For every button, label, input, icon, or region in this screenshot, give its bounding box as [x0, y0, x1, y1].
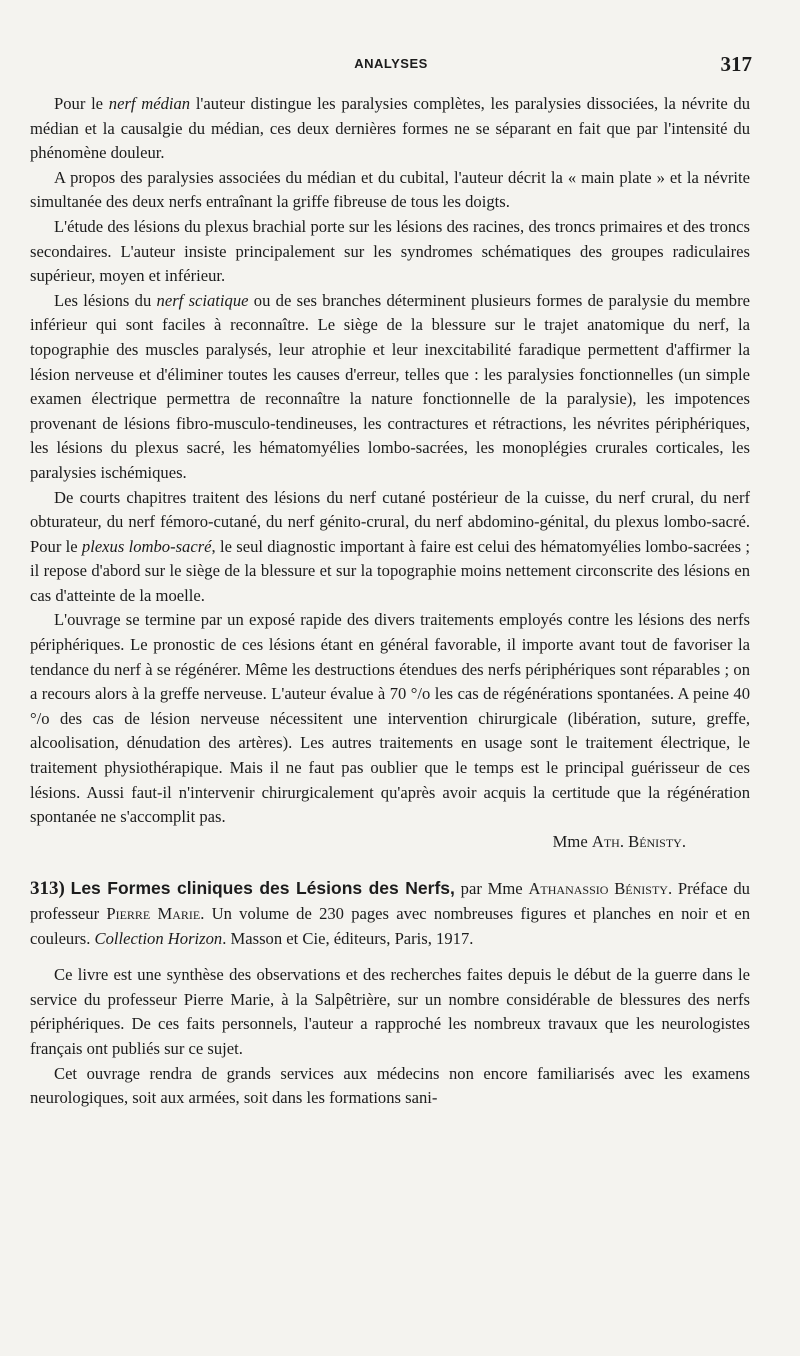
- entry-number: 313): [30, 878, 65, 900]
- entry-author: Athanassio Bénisty: [528, 879, 668, 899]
- page-number: 317: [720, 52, 752, 76]
- paragraph-median: Pour le nerf médian l'auteur distingue les paralysies complètes, les paralysies dissociées, la névrite du médian et la causalgie du médian, ces deux dernières formes ne se séparant en fait que par l'intensité du phénomène douleur.: [30, 94, 750, 163]
- running-title: ANALYSES: [354, 56, 428, 71]
- review-entry-heading: 313) Les Formes cliniques des Lésions des Nerfs, par Mme Athanassio Bénisty. Préface du professeur Pierre Marie. Un volume de 230 pages avec nombreuses figures et planches en noir et en couleurs. Collection Horizon. Masson et Cie, éditeurs, Paris, 1917.: [30, 878, 750, 948]
- paragraph-sciatique: Les lésions du nerf sciatique ou de ses branches déterminent plusieurs formes de paralysie du membre inférieur qui sont faciles à reconnaître. Le siège de la blessure sur le trajet anatomique du nerf, la topographie des muscles paralysés, leur atrophie et leur inexcitabilité faradique permettent d'affirmer la lésion nerveuse et d'éliminer toutes les causes d'erreur, telles que : les paralysies fonctionnelles (un simple examen électrique permettra de reconnaître la nature fonctionnelle de la paralysie), les impotences provenant de lésions fibro-musculo-tendineuses, les contractures et rétractions, les névrites périphériques, les lésions du plexus sacré, les hématomyélies lombo-sacrées, les monoplégies crurales corticales, les paralysies ischémiques.: [30, 290, 750, 482]
- paragraph-courts-chapitres: De courts chapitres traitent des lésions du nerf cutané postérieur de la cuisse, du nerf crural, du nerf obturateur, du nerf fémoro-cutané, du nerf génito-crural, du nerf abdomino-génital, du plexus lombo-sacré. Pour le plexus lombo-sacré, le seul diagnostic important à faire est celui des hématomyélies lombo-sacrées ; il repose d'abord sur le siège de la blessure et sur la topographie moins nettement circonscrite des lésions en cas d'atteinte de la moelle.: [30, 487, 751, 605]
- paragraph-synthese: Ce livre est une synthèse des observations et des recherches faites depuis le début de la guerre dans le service du professeur Pierre Marie, à la Salpêtrière, sur un nombre considérable de blessures des nerfs périphériques. De ces faits personnels, l'auteur a rapproché les nombreux travaux que les neurologistes français ont publiés sur ce sujet.: [30, 965, 750, 1058]
- article-body: [30, 92, 750, 1111]
- paragraph-plexus-brachial: L'étude des lésions du plexus brachial porte sur les lésions des racines, des troncs primaires et des troncs secondaires. L'auteur insiste principalement sur les syndromes schématiques des groupes radiculaires supérieur, moyen et inférieur.: [30, 216, 750, 286]
- collection-name: Collection Horizon: [94, 928, 223, 948]
- page-header: [30, 52, 752, 80]
- paragraph-services: Cet ouvrage rendra de grands services aux médecins non encore familiarisés avec les examens neurologiques, soit aux armées, soit dans les formations sani-: [30, 1063, 750, 1108]
- entry-title: Les Formes cliniques des Lésions des Nerfs,: [70, 878, 455, 899]
- preface-author: Pierre Marie: [106, 904, 201, 923]
- reviewer-signature: Mme Ath. Bénisty.: [552, 831, 686, 851]
- paragraph-traitements: L'ouvrage se termine par un exposé rapide des divers traitements employés contre les lésions des nerfs périphériques. Le pronostic de ces lésions étant en général favorable, il importe avant tout de favoriser la tendance du nerf à se régénérer. Même les destructions étendues des nerfs périphériques sont réparables ; on a recours alors à la greffe nerveuse. L'auteur évalue à 70 °/o les cas de régénérations spontanées. A peine 40 °/o des cas de lésion nerveuse nécessitent une intervention chirurgicale (libération, suture, greffe, alcoolisation, dénudation des artères). Les autres traitements en usage sont le traitement électrique, le traitement physiothérapique. Mais il ne faut pas oublier que le temps est le principal guérisseur de ces lésions. Aussi faut-il n'intervenir chirurgicalement qu'après avoir acquis la certitude que la régénération spontanée ne s'accomplit pas.: [30, 610, 750, 827]
- spacer: [30, 951, 750, 963]
- paragraph-main-plate: A propos des paralysies associées du médian et du cubital, l'auteur décrit la « main plate » et la névrite simultanée des deux nerfs entraînant la griffe fibreuse de tous les doigts.: [30, 167, 750, 212]
